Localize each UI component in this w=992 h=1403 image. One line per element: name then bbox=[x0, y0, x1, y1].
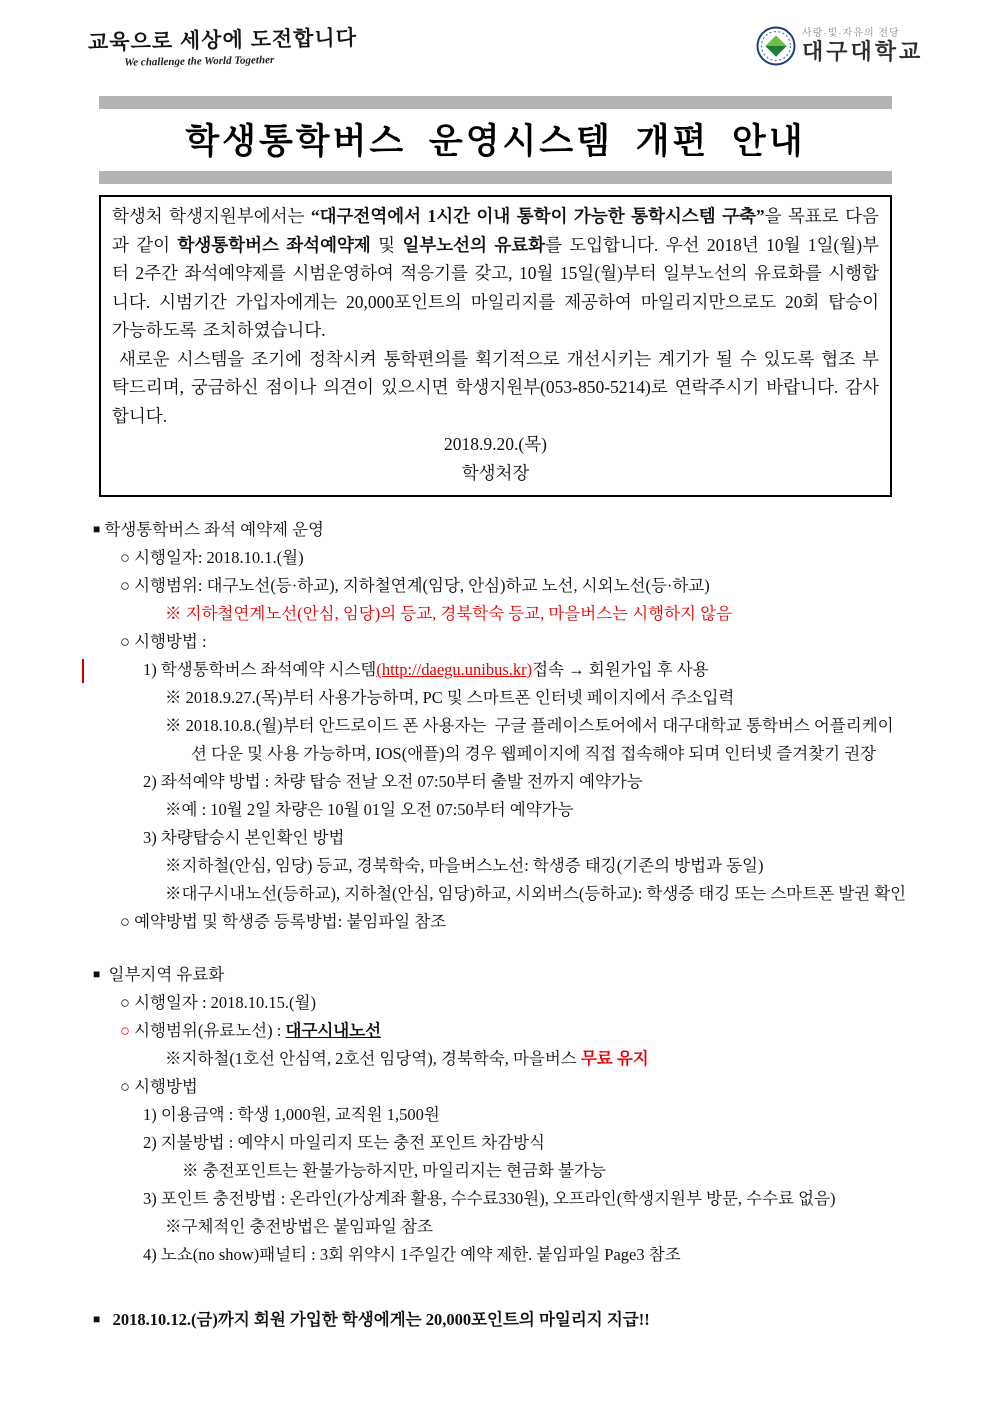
sec2-scope-paid-route bbox=[85, 1017, 909, 1045]
text-segment: 새로운 시스템을 조기에 정착시켜 통학편의를 획기적으로 개선시키는 계기가 될 수 있도록 협조 부탁드리며, 궁금하신 점이나 의견이 있으시면 학생지원부(053-850-5214)로 연락주시기 바랍니다. 감사합니다. bbox=[112, 348, 879, 426]
sec1-method-1-system-access bbox=[85, 656, 909, 684]
page-title: 학생통학버스 운영시스템 개편 안내 bbox=[185, 122, 806, 161]
text-segment: 접속 → 회원가입 후 사용 bbox=[532, 660, 709, 679]
sec1-method-3-identity-check bbox=[85, 824, 909, 852]
text-segment: ※지하철(안심, 임당) 등교, 경북학숙, 마을버스노선: 학생증 태깅(기존의 방법과 동일) bbox=[165, 856, 764, 875]
sec1-method-heading bbox=[85, 628, 909, 656]
seat-reservation-system-url[interactable]: (http://daegu.unibus.kr) bbox=[376, 660, 533, 679]
university-logo-text bbox=[802, 28, 923, 65]
sec1-method-3-note-tagging bbox=[85, 852, 909, 880]
circle-bullet-icon: ○ bbox=[120, 912, 130, 931]
university-slogan-logo bbox=[88, 22, 358, 70]
text-segment: 일부노선의 유료화 bbox=[402, 234, 546, 255]
text-segment: 학생통학버스 좌석 예약제 운영 bbox=[100, 520, 324, 539]
sec1-attachment-reference bbox=[85, 908, 909, 936]
circle-bullet-icon: ○ bbox=[120, 632, 130, 651]
notice-paragraph-intro bbox=[112, 202, 879, 345]
title-bottom-bar bbox=[99, 171, 892, 184]
title-banner bbox=[99, 96, 892, 184]
sec2-method-4-noshow-penalty bbox=[85, 1241, 909, 1269]
square-bullet-icon: ■ bbox=[93, 1312, 101, 1326]
title-top-bar bbox=[99, 96, 892, 109]
sec2-method-1-fare bbox=[85, 1101, 909, 1129]
square-bullet-icon: ■ bbox=[93, 967, 101, 981]
text-segment: 를 도입합니다. 우선 2018년 10월 1일(월)부터 2주간 좌석예약제를 시범운영하여 적응기를 갖고, 10월 15일(월)부터 일부노선의 유료화를 시행합니다. 시범기간 가입자에게는 20,000포인트의 마일리지를 제공하여 마일리지만으로도 20회 탑승이 가능하도록 조치하였습니다. bbox=[112, 234, 879, 340]
text-segment: ※지하철(1호선 안심역, 2호선 임당역), 경북학숙, 마을버스 bbox=[165, 1049, 581, 1068]
daegu-university-emblem-icon bbox=[756, 26, 796, 66]
text-segment: 2018.10.12.(금)까지 회원 가입한 학생에게는 20,000포인트의 마일리지 지급!! bbox=[100, 1310, 650, 1329]
text-segment: 을 목표로 다음과 같이 bbox=[112, 206, 879, 255]
text-segment: 예약방법 및 학생증 등록방법: 붙임파일 참조 bbox=[129, 912, 447, 931]
sec2-method-2-payment bbox=[85, 1129, 909, 1157]
sec1-method-1-note-android-ios bbox=[85, 712, 909, 768]
text-segment: 3) 차량탑승시 본인확인 방법 bbox=[143, 828, 345, 847]
text-segment: 학생통학버스 좌석예약제 bbox=[177, 234, 371, 255]
text-segment: 1) 이용금액 : 학생 1,000원, 교직원 1,500원 bbox=[143, 1105, 440, 1124]
text-segment: 일부지역 유료화 bbox=[100, 965, 225, 984]
circle-bullet-icon: ○ bbox=[120, 993, 130, 1012]
circle-bullet-icon: ○ bbox=[120, 1021, 130, 1040]
university-tagline: 사랑·빛·자유의 전당 bbox=[802, 27, 900, 39]
text-segment: 시행범위(유료노선) : bbox=[129, 1021, 286, 1040]
text-segment: 2) 지불방법 : 예약시 마일리지 또는 충전 포인트 차감방식 bbox=[143, 1133, 545, 1152]
text-segment: 학생처 학생지원부에서는 bbox=[112, 206, 311, 226]
slogan-korean: 교육으로 세상에 도전합니다 bbox=[87, 26, 358, 55]
text-segment: 시행일자: 2018.10.1.(월) bbox=[129, 548, 304, 567]
text-segment: 시행범위: 대구노선(등·하교), 지하철연계(임당, 안심)하교 노선, 시외노선(등·하교) bbox=[129, 576, 710, 595]
sec1-scope-exclusion-note bbox=[85, 600, 909, 628]
text-segment: ※ 2018.9.27.(목)부터 사용가능하며, PC 및 스마트폰 인터넷 페이지에서 주소입력 bbox=[165, 688, 735, 707]
sec1-start-date bbox=[85, 544, 909, 572]
text-segment: 3) 포인트 충전방법 : 온라인(가상계좌 활용, 수수료330원), 오프라인(학생지원부 방문, 수수료 없음) bbox=[143, 1189, 836, 1208]
text-segment: 및 bbox=[370, 234, 403, 255]
sec2-method-3-point-charge bbox=[85, 1185, 909, 1213]
notice-date: 2018.9.20.(목) bbox=[444, 434, 547, 454]
mileage-promotion-notice bbox=[85, 1305, 909, 1334]
text-segment: 4) 노쇼(no show)패널티 : 3회 위약시 1주일간 예약 제한. 붙임파일 Page3 참조 bbox=[143, 1245, 681, 1264]
sec1-method-3-note-ticket-check bbox=[85, 880, 909, 908]
text-segment: 시행일자 : 2018.10.15.(월) bbox=[129, 993, 316, 1012]
sec2-method-2-refund-note bbox=[85, 1157, 909, 1185]
sec2-heading bbox=[85, 960, 909, 989]
sec1-scope bbox=[85, 572, 909, 600]
sec2-start-date bbox=[85, 989, 909, 1017]
text-segment: 무료 유지 bbox=[580, 1049, 649, 1068]
text-segment: 시행방법 bbox=[129, 1077, 198, 1096]
university-name: 대구대학교 bbox=[802, 39, 924, 65]
university-logo bbox=[756, 26, 923, 66]
slogan-english: We challenge the World Together bbox=[124, 54, 275, 69]
text-segment: ※예 : 10월 2일 차량은 10월 01일 오전 07:50부터 예약가능 bbox=[165, 800, 574, 819]
notice-box bbox=[99, 195, 892, 497]
document-body bbox=[85, 515, 909, 1334]
circle-bullet-icon: ○ bbox=[120, 576, 130, 595]
text-segment: 1) 학생통학버스 좌석예약 시스템 bbox=[143, 660, 377, 679]
sec1-method-1-note-usage bbox=[85, 684, 909, 712]
revision-change-bar bbox=[82, 659, 84, 683]
notice-signature: 학생처장 bbox=[461, 462, 530, 483]
sec1-method-2-example bbox=[85, 796, 909, 824]
text-segment: ※대구시내노선(등하교), 지하철(안심, 임당)하교, 시외버스(등하교): 학생증 태깅 또는 스마트폰 발권 확인 bbox=[165, 884, 907, 903]
text-segment: ※구체적인 충전방법은 붙임파일 참조 bbox=[165, 1217, 433, 1236]
sec1-heading bbox=[85, 515, 909, 544]
sec1-method-2-reservation-time bbox=[85, 768, 909, 796]
sec2-free-routes-note bbox=[85, 1045, 909, 1073]
circle-bullet-icon: ○ bbox=[120, 1077, 130, 1096]
text-segment: ※ 2018.10.8.(월)부터 안드로이드 폰 사용자는 구글 플레이스토어에서 대구대학교 통학버스 어플리케이션 다운 및 사용 가능하며, IOS(애플)의 경우 웹페이지에 직접 접속해야 되며 인터넷 즐겨찾기 권장 bbox=[165, 716, 894, 763]
text-segment: 2) 좌석예약 방법 : 차량 탑승 전날 오전 07:50부터 출발 전까지 예약가능 bbox=[143, 772, 643, 791]
square-bullet-icon: ■ bbox=[93, 522, 101, 536]
document-header bbox=[0, 0, 992, 96]
text-segment: ※ 충전포인트는 환불가능하지만, 마일리지는 현금화 불가능 bbox=[182, 1161, 606, 1180]
text-segment: ※ 지하철연계노선(안심, 임당)의 등교, 경북학숙 등교, 마을버스는 시행하지 않음 bbox=[165, 604, 732, 623]
text-segment: “대구전역에서 1시간 이내 통학이 가능한 통학시스템 구축” bbox=[310, 206, 765, 226]
text-segment: 시행방법 : bbox=[129, 632, 207, 651]
sec2-method-3-note bbox=[85, 1213, 909, 1241]
circle-bullet-icon: ○ bbox=[120, 548, 130, 567]
text-segment: 대구시내노선 bbox=[285, 1021, 382, 1040]
sec2-method-heading bbox=[85, 1073, 909, 1101]
notice-paragraph-request bbox=[112, 345, 879, 431]
